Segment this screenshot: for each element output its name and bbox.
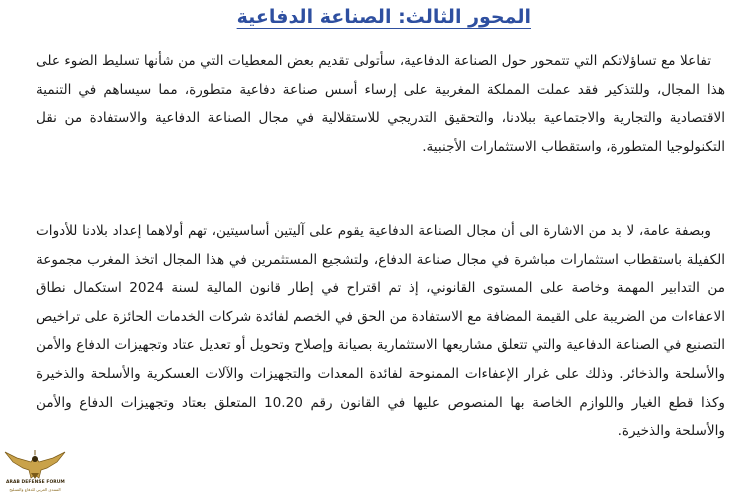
forum-logo-subcaption: المنتدى العربي للدفاع والتسليح xyxy=(9,487,61,492)
forum-logo-caption: ARAB DEFENSE FORUM xyxy=(6,480,65,485)
paragraph-mechanisms: وبصفة عامة، لا بد من الاشارة الى أن مجال الصناعة الدفاعية يقوم على آليتين أساسيتين، تهم أولاهما إعداد بلادنا للأدوات الكفيلة باستقطاب استثمارات مباشرة في مجال صناعة الدفاع، ولتشجيع المستثمرين في هذا المجال اتخذ المغرب مجموعة من التدابير المهمة وخاصة على المستوى القانوني، إذ تم اقتراح في إطار قانون المالية لسنة 2024 استكمال نطاق الاعفاءات من الضريبة على القيمة المضافة مع الاستفادة من الحق في الخصم لفائدة شركات الخدمات الحائزة على تراخيص التصنيع في الصناعة الدفاعية والتي تتعلق مشاريعها الاستثمارية بصيانة وإصلاح وتحويل أو تعديل عتاد وتجهيزات الدفاع والأمن والأسلحة والذخائر. وذلك على غرار الإعفاءات الممنوحة لفائدة المعدات والتجهيزات والآلات العسكرية والأسلحة والذخيرة وكذا قطع الغيار واللوازم الخاصة بها المنصوص عليها في القانون رقم 10.20 المتعلق بعتاد وتجهيزات الدفاع والأمن والأسلحة والذخيرة. xyxy=(36,223,726,440)
paragraph-intro: تفاعلا مع تساؤلاتكم التي تتمحور حول الصناعة الدفاعية، سأتولى تقديم بعض المعطيات التي من شأنها تسليط الضوء على هذا المجال، وللتذكير فقد عملت المملكة المغربية على إرساء أسس صناعة دفاعية متطورة، مما سيساهم في التنمية الاقتصادية والتجارية والاجتماعية ببلادنا، والتحقيق التدريجي للاستقلالية في مجال الصناعة الدفاعية والاستفادة من نقل التكنولوجيا المتطورة، واستقطاب الاستثمارات الأجنبية. xyxy=(36,53,725,155)
section-heading: المحور الثالث: الصناعة الدفاعية xyxy=(236,6,531,28)
